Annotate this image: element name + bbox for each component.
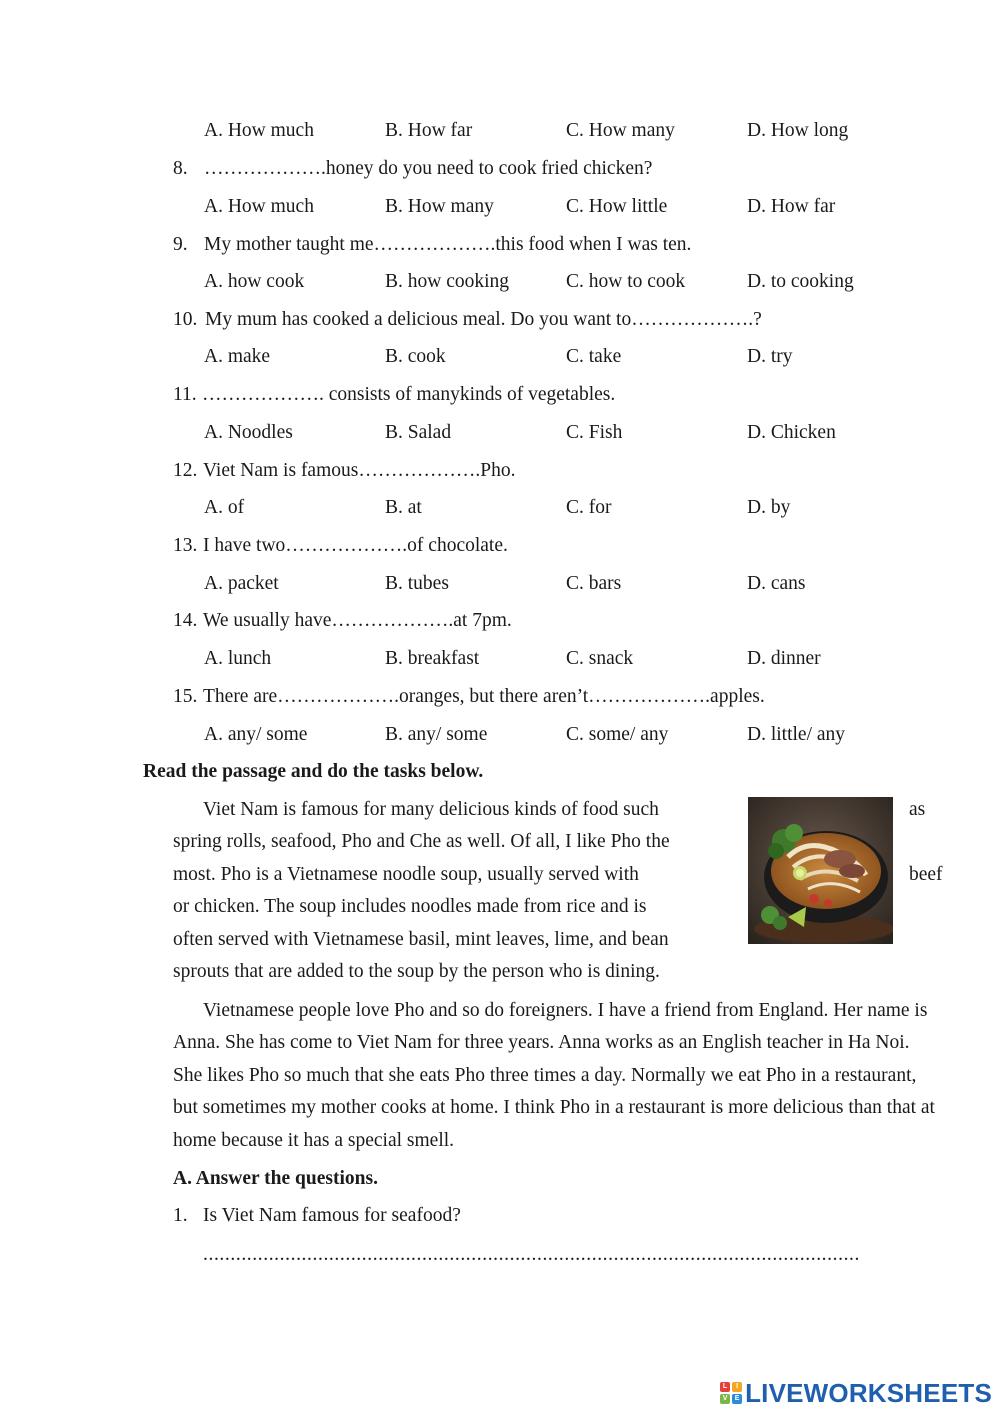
option-d[interactable]: D. to cooking (747, 271, 854, 292)
paragraph-line: most. Pho is a Vietnamese noodle soup, usually served with (173, 864, 639, 885)
option-a[interactable]: A. any/ some (204, 724, 308, 745)
option-d[interactable]: D. try (747, 346, 793, 367)
option-c[interactable]: C. how to cook (566, 271, 686, 292)
paragraph-line: often served with Vietnamese basil, mint leaves, lime, and bean (173, 929, 669, 950)
question-prompt: There are……………….oranges, but there aren’t……………….apples. (203, 686, 765, 707)
option-a[interactable]: A. how cook (204, 271, 305, 292)
question-number: 13. (173, 535, 198, 556)
question-number: 11. (173, 384, 197, 405)
question-number: 8. (173, 158, 188, 179)
answer-line[interactable]: ........................................................................................................................ (203, 1244, 860, 1265)
logo-text: LIVEWORKSHEETS (745, 1377, 992, 1408)
paragraph-line: sprouts that are added to the soup by the person who is dining. (173, 961, 660, 982)
option-b[interactable]: B. how cooking (385, 271, 510, 292)
option-b[interactable]: B. How far (385, 120, 473, 141)
option-a[interactable]: A. make (204, 346, 271, 367)
paragraph-text: Vietnamese people love Pho and so do foreigners. I have a friend from England. Her name is Anna. She has come to Viet Nam for three years. Anna works as an English teacher in Ha Noi. She likes Pho so much that she eats Pho three times a day. Normally we eat Pho in a restaurant, but sometimes my mother cooks at home. I think Pho in a restaurant is more delicious than that at home because it has a special smell. (173, 1000, 935, 1151)
task-a-question-number: 1. (173, 1205, 188, 1226)
logo-mark-letter: I (732, 1382, 742, 1392)
question-prompt: My mother taught me……………….this food when I was ten. (204, 234, 692, 255)
option-a[interactable]: A. of (204, 497, 245, 518)
paragraph-line: Viet Nam is famous for many delicious kinds of food such (203, 799, 659, 820)
logo-mark-letter: V (720, 1394, 730, 1404)
paragraph-word: beef (909, 864, 943, 885)
logo-mark-letter: L (720, 1382, 730, 1392)
option-b[interactable]: B. Salad (385, 422, 452, 443)
question-prompt: ………………. consists of manykinds of vegetables. (202, 384, 616, 405)
task-a-heading: A. Answer the questions. (173, 1168, 378, 1189)
option-c[interactable]: C. snack (566, 648, 634, 669)
question-prompt: My mum has cooked a delicious meal. Do you want to……………….? (205, 309, 762, 330)
question-prompt: ……………….honey do you need to cook fried chicken? (204, 158, 653, 179)
option-d[interactable]: D. cans (747, 573, 806, 594)
option-a[interactable]: A. lunch (204, 648, 272, 669)
paragraph-line: or chicken. The soup includes noodles made from rice and is (173, 896, 647, 917)
paragraph-line: spring rolls, seafood, Pho and Che as well. Of all, I like Pho the (173, 831, 670, 852)
question-number: 12. (173, 460, 198, 481)
paragraph-word: as (909, 799, 926, 820)
option-b[interactable]: B. tubes (385, 573, 449, 594)
option-a[interactable]: A. packet (204, 573, 279, 594)
question-number: 15. (173, 686, 198, 707)
option-a[interactable]: A. How much (204, 196, 314, 217)
option-c[interactable]: C. take (566, 346, 622, 367)
option-c[interactable]: C. Fish (566, 422, 623, 443)
option-b[interactable]: B. How many (385, 196, 494, 217)
option-a[interactable]: A. Noodles (204, 422, 293, 443)
liveworksheets-logo (720, 1378, 992, 1408)
option-d[interactable]: D. How far (747, 196, 836, 217)
question-number: 9. (173, 234, 188, 255)
question-number: 14. (173, 610, 198, 631)
option-b[interactable]: B. breakfast (385, 648, 480, 669)
question-prompt: Viet Nam is famous……………….Pho. (203, 460, 516, 481)
option-b[interactable]: B. at (385, 497, 422, 518)
option-c[interactable]: C. How little (566, 196, 668, 217)
option-d[interactable]: D. dinner (747, 648, 821, 669)
logo-mark-letter: E (732, 1394, 742, 1404)
option-d[interactable]: D. by (747, 497, 791, 518)
reading-paragraph-2 (173, 995, 943, 1157)
option-c[interactable]: C. for (566, 497, 612, 518)
option-a[interactable]: A. How much (204, 120, 314, 141)
option-c[interactable]: C. bars (566, 573, 622, 594)
option-d[interactable]: D. little/ any (747, 724, 846, 745)
option-d[interactable]: D. Chicken (747, 422, 836, 443)
option-b[interactable]: B. cook (385, 346, 446, 367)
question-prompt: I have two……………….of chocolate. (203, 535, 508, 556)
question-prompt: We usually have……………….at 7pm. (203, 610, 512, 631)
option-c[interactable]: C. some/ any (566, 724, 669, 745)
option-c[interactable]: C. How many (566, 120, 675, 141)
option-b[interactable]: B. any/ some (385, 724, 488, 745)
option-d[interactable]: D. How long (747, 120, 849, 141)
pho-bowl-image (748, 797, 893, 944)
question-number: 10. (173, 309, 198, 330)
task-a-question: Is Viet Nam famous for seafood? (203, 1205, 461, 1226)
reading-heading: Read the passage and do the tasks below. (143, 761, 484, 782)
logo-mark-icon (720, 1382, 742, 1404)
